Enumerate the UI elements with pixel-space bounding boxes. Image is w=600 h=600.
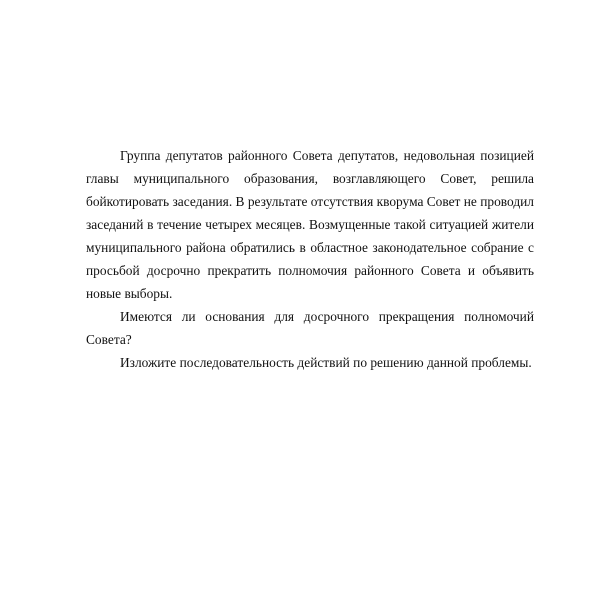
document-body	[86, 144, 534, 374]
case-description-paragraph: Группа депутатов районного Совета депутатов, недовольная позицией главы муниципального образования, возглавляющего Совет, решила бойкотировать заседания. В результате отсутствия кворума Совет не проводил заседаний в течение четырех месяцев. Возмущенные такой ситуацией жители муниципального района обратились в областное законодательное собрание с просьбой досрочно прекратить полномочия районного Совета и объявить новые выборы.	[86, 148, 534, 301]
question-paragraph: Имеются ли основания для досрочного прекращения полномочий Совета?	[86, 309, 534, 347]
task-paragraph: Изложите последовательность действий по решению данной проблемы.	[120, 355, 532, 370]
